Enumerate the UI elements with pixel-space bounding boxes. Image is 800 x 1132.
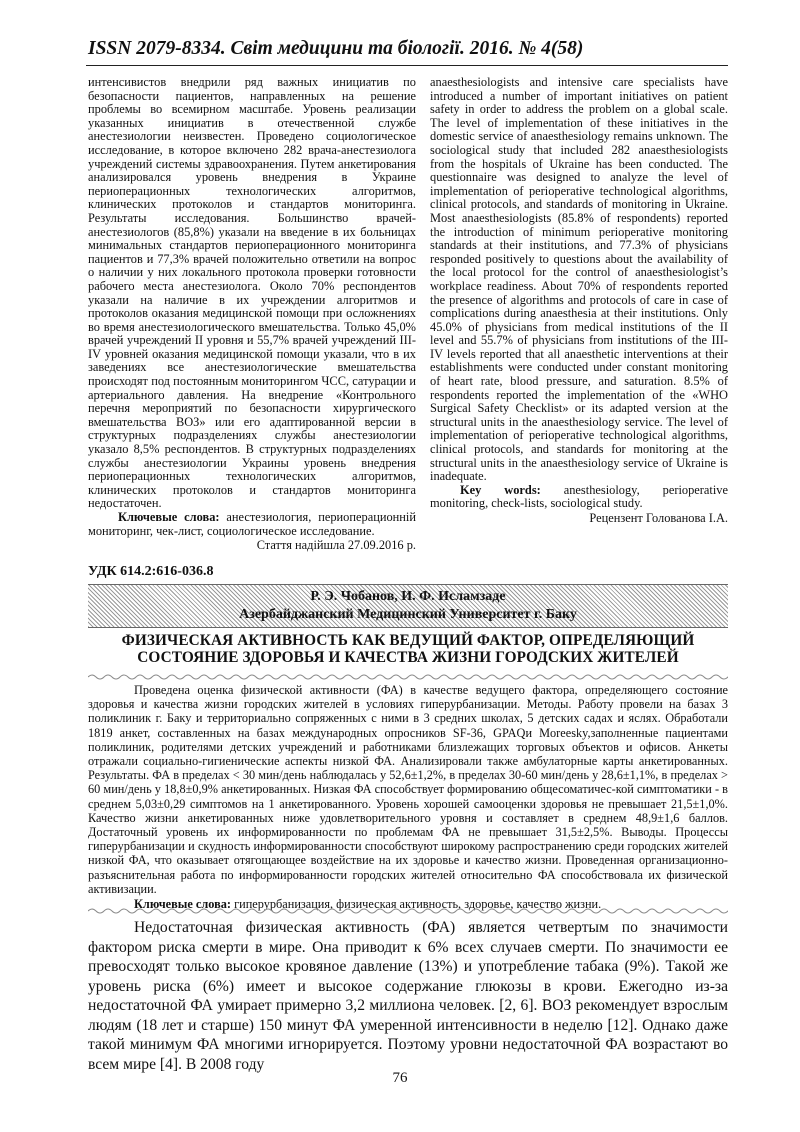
body-paragraph: Недостаточная физическая активность (ФА) является четвертым по значимости фактором риска смерти в мире. Она приводит к 6% всех случаев смерти. По значимости ее превосходят только высокое кровяное давление (13%) и употребление табака (9%). Такой же уровень риска (6%) имеет и высокое содержание глюкозы в крови. Ежегодно из-за недостаточной ФА умирает примерно 3,2 миллиона человек. [2, 6]. ВОЗ рекомендует взрослым людям (18 лет и старше) 150 минут ФА умеренной интенсивности в неделю [12]. Однако даже такой минимум ФА многими игнорируется. Поэтому уровни недостаточной ФА возрастают во всем мире [4]. В 2008 году xyxy=(88,919,728,1073)
left-column xyxy=(88,76,416,553)
journal-header: ISSN 2079-8334. Світ медицини та біології. 2016. № 4(58) xyxy=(88,38,584,59)
reviewer: Рецензент Голованова І.А. xyxy=(589,511,728,525)
keywords-label: Key words: xyxy=(460,482,541,497)
page-number: 76 xyxy=(392,1070,408,1086)
abstract-text: Проведена оценка физической активности (ФА) в качестве ведущего фактора, определяющего состояние здоровья и качества жизни городских жителей в условиях гиперурбанизации. Методы. Работу провели на базах 3 поликлиник г. Баку и территориально сопряженных с ними в 3 средних школах, 5 детских садах и яслях. Обработали 1819 анкет, составленных на базах международных опросников SF-36, GPAQи Moreesky,заполненные пациентами поликлиник, родителями детских учреждений и работниками близлежащих торговых объектов и офисов. Анкеты отражали социально-гигиенические аспекты низкой ФА. Анализировали также амбулаторные карты анкетированных. Результаты. ФА в пределах < 30 мин/день наблюдалась у 52,6±1,2%, в пределах 30-60 мин/день у 28,6±1,1%, в пределах > 60 мин/день у 18,8±0,9% анкетированных. Низкая ФА способствует формированию общесоматичес-кой симптоматики - в среднем 5,03±0,29 симптомов на 1 анкетированного. Уровень хорошей самооценки здоровья не превышает 21,5±1,0%. Качество жизни анкетированных ниже удовлетворительного уровня и составляет в среднем 48,9±1,6 баллов. Достаточный уровень их информированности по проблемам ФА не превышает 31,5±2,5%. Выводы. Процессы гиперурбанизации и скудность информированности способствуют широкому распространению среди городских жителей низкой ФА, что оказывает отягощающее воздействие на их здоровье и качество жизни. Проведенная организационно-разъяснительная работа по информированности городских жителей относительно ФА способствовала их физической активизации. xyxy=(88,683,728,896)
udk-code: УДК 614.2:616-036.8 xyxy=(88,564,214,579)
keywords-text: anesthesiology, perioperative monitoring, check-lists, sociological study. xyxy=(430,482,728,511)
keywords-text: гиперурбанизация, физическая активность, здоровье, качество жизни. xyxy=(231,897,602,912)
received-date: Стаття надійшла 27.09.2016 р. xyxy=(256,538,416,553)
wave-divider-top xyxy=(88,673,728,681)
keywords-label: Ключевые слова: xyxy=(134,897,231,912)
previous-keywords-ru xyxy=(88,511,416,538)
keywords-label: Ключевые слова: xyxy=(118,510,220,524)
article-body xyxy=(88,918,728,1074)
wave-divider-bottom xyxy=(88,907,728,915)
right-column xyxy=(430,76,728,526)
author-banner xyxy=(88,584,728,628)
previous-keywords-en xyxy=(430,484,728,511)
article-affiliation: Азербайджанский Медицинский Университет г. Баку xyxy=(239,607,577,622)
previous-abstract-ru: интенсивистов внедрили ряд важных инициатив по безопасности пациентов, направленных на решение проблемы во всемирном масштабе. Уровень реализации указанных инициатив в отечественной службе анестезиологии неизвестен. Проведено социологическое исследование, в которое включено 282 врача-анестезиолога учреждений системы здравоохранения. Путем анкетирования анализировался уровень внедрения в Украине периоперационных технологических алгоритмов, клинических протоколов и стандартов мониторинга. Результаты исследования. Большинство врачей-анестезиологов (85,8%) указали на введение в их больницах минимальных стандартов периоперационного мониторинга пациентов и 77,3% врачей положительно ответили на вопрос о наличии у них локального протокола проверки готовности рабочего места анестезиолога. Около 70% респондентов указали на наличие в их учреждении алгоритмов и протоколов оказания медицинской помощи при осложнениях во время анестезиологического вмешательства. Только 45,0% врачей учреждений II уровня и 55,7% врачей учреждений III-IV уровней оказания медицинской помощи указали, что в их заведениях все анестезиологические вмешательства происходят под постоянным мониторингом ЧСС, сатурации и артериального давления. На внедрение «Контрольного перечня мероприятий по безопасности хирургического вмешательства ВОЗ» или его адаптированной версии в структурных подразделениях службы анестезиологии указало 8,5% респондентов. В структурных подразделениях службы анестезиологии Украины уровень внедрения периоперационных технологических алгоритмов, клинических протоколов и стандартов мониторинга недостаточен. xyxy=(88,75,416,511)
article-abstract xyxy=(88,683,728,911)
keywords-text: анестезиология, периоперационній мониторинг, чек-лист, социологическое исследование. xyxy=(88,510,416,538)
header-rule xyxy=(86,65,728,66)
article-title: ФИЗИЧЕСКАЯ АКТИВНОСТЬ КАК ВЕДУЩИЙ ФАКТОР, ОПРЕДЕЛЯЮЩИЙ СОСТОЯНИЕ ЗДОРОВЬЯ И КАЧЕСТВА ЖИЗНИ ГОРОДСКИХ ЖИТЕЛЕЙ xyxy=(121,632,695,666)
previous-abstract-en: anaesthesiologists and intensive care specialists have introduced a number of important initiatives on patient safety in order to address the problem on a global scale. The level of implementation of these initiatives in the domestic service of anaesthesiology remains unknown. The sociological study that included 282 anaesthesiologists from the hospitals of Ukraine has been conducted. The questionnaire was designed to analyze the level of implementation of perioperative technological algorithms, clinical protocols, and standards of monitoring in Ukraine. Most anaesthesiologists (85.8% of respondents) reported the introduction of minimum perioperative monitoring standards at their institutions, and 77.3% of physicians responded positively to questions about the availability of the local protocol for the control of anaesthesiologist’s workplace readiness. About 70% of respondents reported the presence of algorithms and protocols of care in case of complications during anaesthesia at their institutions. Only 45.0% of physicians from medical institutions of the II level and 55.7% of physicians from institutions of the III-IV levels reported that all anaesthetic interventions at their establishments were conducted under constant monitoring of heart rate, blood pressure, and saturation. 8.5% of respondents reported the implementation of the «WHO Surgical Safety Checklist» or its adapted version at the structural units in the anaesthesiology service. The level of implementation of perioperative technological algorithms, clinical protocols, and standards for monitoring at the structural units in the anaesthesiology service of Ukraine is inadequate. xyxy=(430,75,728,484)
article-authors: Р. Э. Чобанов, И. Ф. Исламзаде xyxy=(310,589,506,604)
